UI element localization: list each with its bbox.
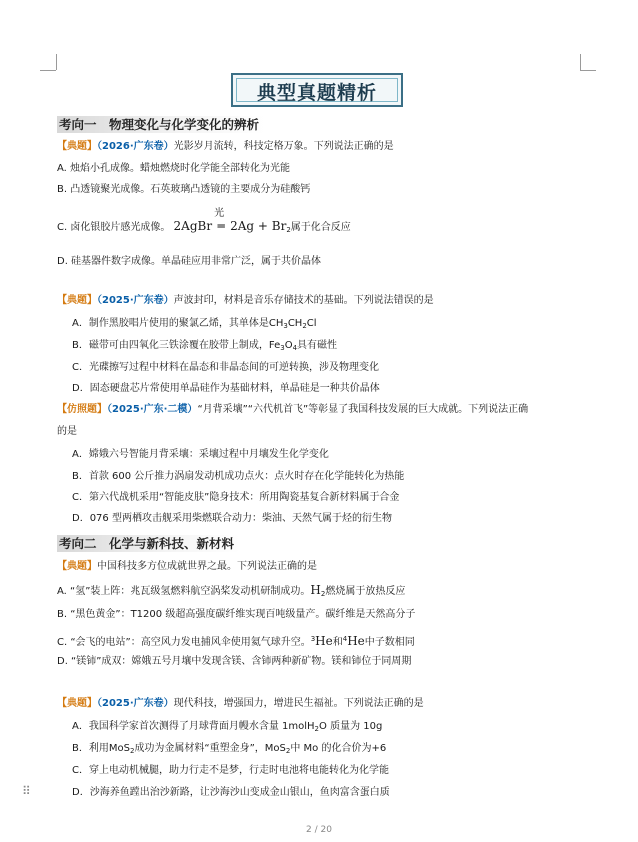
option-text: 中 Mo 的化合价为+6 — [290, 743, 387, 754]
superscript: 3 — [310, 635, 316, 643]
formula-he: He — [315, 634, 333, 648]
formula-subscript: 2 — [286, 226, 291, 234]
option-text: 中子数相同 — [364, 637, 415, 648]
question-tag: 【典题】 — [57, 141, 97, 152]
option-text: 燃烧属于放热反应 — [325, 586, 406, 597]
crop-mark-top-left-h — [40, 70, 56, 71]
subscript: 3 — [283, 322, 288, 330]
question-tag: 【典题】 — [57, 295, 97, 306]
crop-mark-top-right-h — [580, 70, 596, 71]
option-text: CH — [287, 318, 303, 329]
q1-option-a: A. 烛焰小孔成像。蜡烛燃烧时化学能全部转化为光能 — [57, 163, 291, 174]
option-text: 和 — [332, 637, 343, 648]
drag-handle-icon[interactable]: ⠿ — [22, 784, 32, 798]
q4-option-a — [57, 583, 405, 601]
q3-option-c: C．第六代战机采用“智能皮肤”隐身技术：所用陶瓷基复合新材料属于合金 — [72, 492, 400, 503]
option-text: 成功为金属材料“重塑金身”，MoS — [134, 743, 286, 754]
option-text: C. “会飞的电站”：高空风力发电捕风伞使用氦气球升空。 — [57, 637, 311, 648]
subscript: 3 — [280, 344, 285, 352]
q2-option-b — [72, 339, 337, 355]
q3-option-d: D．076 型两栖攻击舰采用柴燃联合动力：柴油、天然气属于烃的衍生物 — [72, 513, 392, 524]
q5-option-b — [72, 742, 386, 758]
option-text: B．利用MoS — [72, 743, 130, 754]
banner-title: 典型真题精析 — [256, 82, 377, 104]
q2-option-c: C．光碟擦写过程中材料在晶态和非晶态间的可逆转换，涉及物理变化 — [72, 362, 379, 373]
q3-option-b: B．首款 600 公斤推力涡扇发动机成功点火：点火时存在化学能转化为热能 — [72, 471, 405, 482]
option-c-prefix: C. 卤化银胶片感光成像。 — [57, 222, 171, 233]
question-3-stem-cont: 的是 — [57, 426, 77, 437]
q1-option-c — [57, 208, 351, 237]
q5-option-d: D．沙海养鱼蹚出治沙新路，让沙海沙山变成金山银山，鱼肉富含蛋白质 — [72, 787, 390, 798]
question-2-stem — [57, 294, 434, 308]
section-heading-2: 考向二 化学与新科技、新材料 — [57, 535, 240, 552]
formula-reactant: 2AgBr — [173, 219, 213, 233]
subscript: 2 — [320, 590, 326, 598]
question-source: （2025·广东卷） — [97, 698, 174, 709]
question-source: （2025·广东卷） — [97, 295, 174, 306]
question-text: 光影岁月流转，科技定格万象。下列说法正确的是 — [173, 141, 394, 152]
q1-option-b: B. 凸透镜聚光成像。石英玻璃凸透镜的主要成分为硅酸钙 — [57, 184, 311, 195]
question-text: 中国科技多方位成就世界之最。下列说法正确的是 — [97, 561, 317, 572]
section-banner — [231, 73, 403, 107]
question-source: （2025·广东·二模） — [107, 404, 198, 415]
option-c-suffix: 属于化合反应 — [290, 222, 351, 233]
question-text: “月背采壤”“六代机首飞”等彰显了我国科技发展的巨大成就。下列说法正确 — [197, 404, 529, 415]
q2-option-d: D．固态硬盘芯片常使用单晶硅作为基础材料，单晶硅是一种共价晶体 — [72, 383, 380, 394]
question-5-stem — [57, 697, 424, 711]
q1-option-d: D. 硅基器件数字成像。单晶硅应用非常广泛，属于共价晶体 — [57, 256, 322, 267]
crop-mark-top-right-v — [580, 54, 581, 70]
option-text: O — [284, 340, 293, 351]
question-tag: 【典题】 — [57, 698, 97, 709]
q4-option-c — [57, 632, 415, 650]
question-tag: 【典题】 — [57, 561, 97, 572]
formula-product: 2Ag + Br — [230, 219, 287, 233]
section-heading-1: 考向一 物理变化与化学变化的辨析 — [57, 116, 265, 133]
formula-h: H — [310, 583, 321, 597]
subscript: 4 — [292, 344, 298, 352]
q4-option-d: D. “镁铈”成双：嫦娥五号月壤中发现含镁、含铈两种新矿物。镁和铈位于同周期 — [57, 656, 412, 667]
q2-option-a — [72, 317, 317, 333]
option-text: B．磁带可由四氧化三铁涂覆在胶带上制成，Fe — [72, 340, 281, 351]
subscript: 2 — [285, 747, 291, 755]
light-condition: 光 — [214, 208, 225, 219]
superscript: 4 — [342, 635, 348, 643]
subscript: 2 — [314, 725, 320, 733]
question-tag: 【仿照题】 — [57, 404, 107, 415]
subscript: 2 — [302, 322, 307, 330]
question-3-stem — [57, 403, 528, 417]
crop-mark-top-left-v — [56, 54, 57, 70]
reaction-condition: 光 ═ — [214, 208, 225, 233]
option-text: 具有磁性 — [297, 340, 338, 351]
option-text: A．我国科学家首次测得了月球背面月幔水含量 1molH — [72, 721, 315, 732]
q5-option-a — [72, 720, 382, 736]
question-text: 现代科技，增强国力，增进民生福祉。下列说法正确的是 — [173, 698, 424, 709]
question-text: 声波封印，材料是音乐存储技术的基础。下列说法错误的是 — [173, 295, 434, 306]
page-number: 2 / 20 — [306, 825, 332, 835]
subscript: 2 — [129, 747, 135, 755]
option-text: Cl — [306, 318, 317, 329]
question-source: （2026·广东卷） — [97, 141, 174, 152]
q3-option-a: A．嫦娥六号智能月背采壤：采壤过程中月壤发生化学变化 — [72, 449, 329, 460]
question-1-stem — [57, 140, 394, 154]
question-4-stem — [57, 560, 317, 574]
option-text: A．制作黑胶唱片使用的聚氯乙烯，其单体是CH — [72, 318, 284, 329]
q4-option-b: B. “黑色黄金”：T1200 级超高强度碳纤维实现百吨级量产。碳纤维是天然高分子 — [57, 609, 416, 620]
option-text: O 质量为 10g — [319, 721, 383, 732]
q5-option-c: C．穿上电动机械腿，助力行走不是梦，行走时电池将电能转化为化学能 — [72, 765, 389, 776]
option-text: A. “氢”装上阵：兆瓦级氢燃料航空涡桨发动机研制成功。 — [57, 586, 311, 597]
formula-he: He — [347, 634, 365, 648]
